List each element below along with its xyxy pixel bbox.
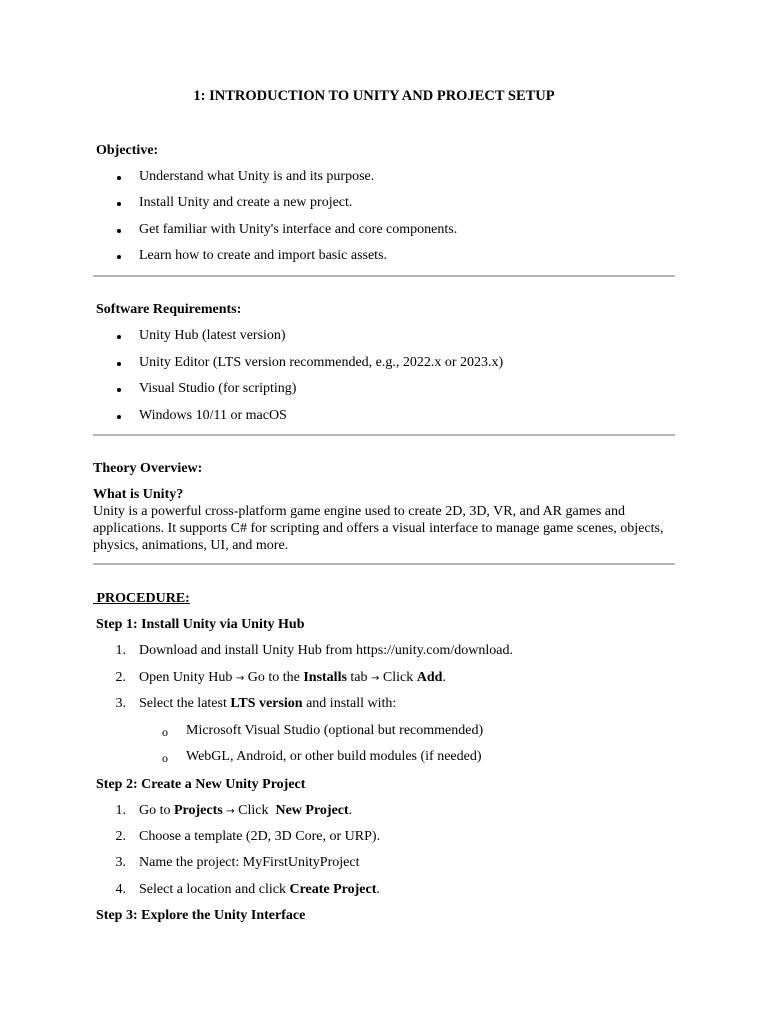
step1-subitem: WebGL, Android, or other build modules (if needed) [186, 749, 482, 764]
procedure-heading-text: PROCEDURE: [96, 591, 190, 606]
text-segment: Select the latest [139, 696, 231, 711]
step1-item-select-lts [139, 696, 396, 712]
bullet-icon [117, 335, 121, 339]
divider [93, 563, 675, 565]
sub-bullet-icon: o [162, 751, 168, 765]
bullet-icon [117, 176, 121, 180]
text-segment: . [348, 803, 353, 818]
text-segment: Select a location and click [139, 882, 290, 897]
bullet-icon [117, 388, 121, 392]
theory-heading: Theory Overview: [93, 461, 203, 476]
list-number: 4. [115, 882, 126, 897]
software-item: Unity Editor (LTS version recommended, e.g., 2022.x or 2023.x) [139, 355, 504, 370]
bold-term: Projects [174, 803, 223, 818]
bold-term: LTS version [230, 696, 303, 711]
procedure-heading [93, 591, 190, 607]
objective-item: Install Unity and create a new project. [139, 195, 353, 210]
step1-subitem: Microsoft Visual Studio (optional but recommended) [186, 723, 484, 738]
objective-heading: Objective: [96, 143, 159, 158]
text-segment: tab [346, 670, 372, 685]
step2-heading: Step 2: Create a New Unity Project [96, 777, 306, 792]
bold-term: Create Project [289, 882, 377, 897]
bold-term: Installs [303, 670, 347, 685]
text-segment: Go to the [244, 670, 304, 685]
step1-item-open-hub [139, 670, 446, 687]
software-item: Visual Studio (for scripting) [139, 381, 297, 396]
step1-heading: Step 1: Install Unity via Unity Hub [96, 617, 305, 632]
arrow-icon: → [226, 806, 235, 817]
list-number: 2. [115, 670, 126, 685]
theory-subheading: What is Unity? [93, 487, 184, 502]
software-item: Windows 10/11 or macOS [139, 408, 287, 423]
objective-item: Get familiar with Unity's interface and core components. [139, 222, 458, 237]
text-segment: . [376, 882, 380, 897]
divider [93, 434, 675, 436]
text-segment: . [442, 670, 446, 685]
step3-heading: Step 3: Explore the Unity Interface [96, 908, 306, 923]
bullet-icon [117, 415, 121, 419]
theory-paragraph: Unity is a powerful cross-platform game engine used to create 2D, 3D, VR, and AR games and applications. It supports C# for scripting and offers a visual interface to manage game scenes, objects, physics, animations, UI, and more. [93, 504, 664, 553]
sub-bullet-icon: o [162, 725, 168, 739]
step2-item-template: Choose a template (2D, 3D Core, or URP). [139, 829, 381, 844]
arrow-icon: → [235, 673, 245, 684]
step2-item-name: Name the project: MyFirstUnityProject [139, 855, 360, 870]
objective-item: Learn how to create and import basic assets. [139, 248, 388, 263]
text-segment: Click [379, 670, 417, 685]
software-heading: Software Requirements: [96, 302, 242, 317]
bullet-icon [117, 202, 121, 206]
list-number: 2. [115, 829, 126, 844]
text-segment: Go to [139, 803, 174, 818]
divider [93, 275, 675, 277]
step2-item-go-projects [139, 803, 352, 820]
list-number: 3. [115, 855, 126, 870]
text-segment: and install with: [302, 696, 397, 711]
bold-term: New Project [275, 803, 349, 818]
list-number: 1. [115, 803, 126, 818]
bullet-icon [117, 255, 121, 259]
bold-term: Add [416, 670, 443, 685]
list-number: 3. [115, 696, 126, 711]
step2-item-location [139, 882, 380, 898]
bullet-icon [117, 229, 121, 233]
arrow-icon: → [371, 673, 380, 684]
bullet-icon [117, 362, 121, 366]
page-title: 1: INTRODUCTION TO UNITY AND PROJECT SETUP [193, 88, 555, 104]
step1-item-download: Download and install Unity Hub from https://unity.com/download. [139, 643, 513, 658]
list-number: 1. [115, 643, 126, 658]
text-segment: Click [234, 803, 272, 818]
objective-item: Understand what Unity is and its purpose. [139, 169, 375, 184]
text-segment: Open Unity Hub [139, 670, 236, 685]
software-item: Unity Hub (latest version) [139, 328, 286, 343]
